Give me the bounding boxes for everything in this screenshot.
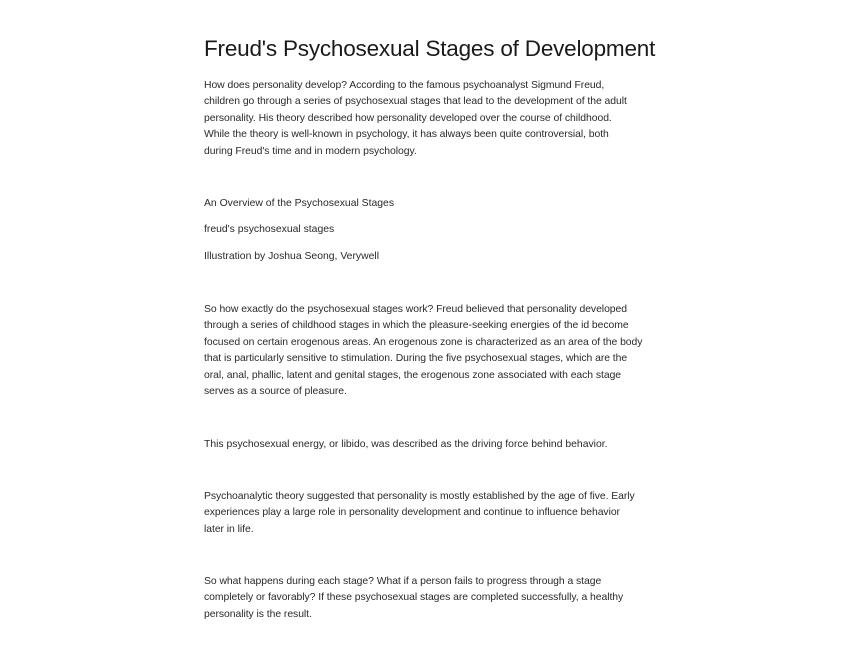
question-line: personality is the result. xyxy=(204,608,312,620)
theory-line: experiences play a large role in personality development and continue to influence behavior xyxy=(204,507,620,519)
intro-paragraph xyxy=(204,78,674,160)
libido-paragraph: This psychosexual energy, or libido, was described as the driving force behind behavior. xyxy=(204,439,608,450)
theory-line: later in life. xyxy=(204,523,254,535)
stages-line: through a series of childhood stages in which the pleasure-seeking energies of the id become xyxy=(204,320,629,332)
stages-line: oral, anal, phallic, latent and genital stages, the erogenous zone associated with each stage xyxy=(204,369,622,381)
page-title: Freud's Psychosexual Stages of Development xyxy=(204,36,656,61)
intro-line: children go through a series of psychosexual stages that lead to the development of the adult xyxy=(204,96,627,108)
theory-line: Psychoanalytic theory suggested that personality is mostly established by the age of five. Early xyxy=(204,491,635,502)
question-line: completely or favorably? If these psychosexual stages are completed successfully, a healthy xyxy=(204,592,624,604)
stages-line: serves as a source of pleasure. xyxy=(204,386,347,398)
intro-line: during Freud's time and in modern psychology. xyxy=(204,145,417,157)
stages-line: So how exactly do the psychosexual stages work? Freud believed that personality developed xyxy=(204,304,627,315)
image-alt-text: freud's psychosexual stages xyxy=(204,224,335,235)
stages-line: focused on certain erogenous areas. An erogenous zone is characterized as an area of the body xyxy=(204,336,643,348)
stages-line: that is particularly sensitive to stimulation. During the five psychosexual stages, which are the xyxy=(204,353,628,365)
question-line: So what happens during each stage? What if a person fails to progress through a stage xyxy=(204,576,602,587)
overview-heading: An Overview of the Psychosexual Stages xyxy=(204,198,395,209)
question-paragraph xyxy=(204,574,674,623)
intro-line: personality. His theory described how personality developed over the course of childhood. xyxy=(204,112,612,124)
stages-paragraph xyxy=(204,302,674,400)
intro-line: While the theory is well-known in psychology, it has always been quite controversial, both xyxy=(204,129,609,141)
theory-paragraph xyxy=(204,489,674,538)
illustration-credit: Illustration by Joshua Seong, Verywell xyxy=(204,251,380,262)
intro-line: How does personality develop? According to the famous psychoanalyst Sigmund Freud, xyxy=(204,80,605,91)
